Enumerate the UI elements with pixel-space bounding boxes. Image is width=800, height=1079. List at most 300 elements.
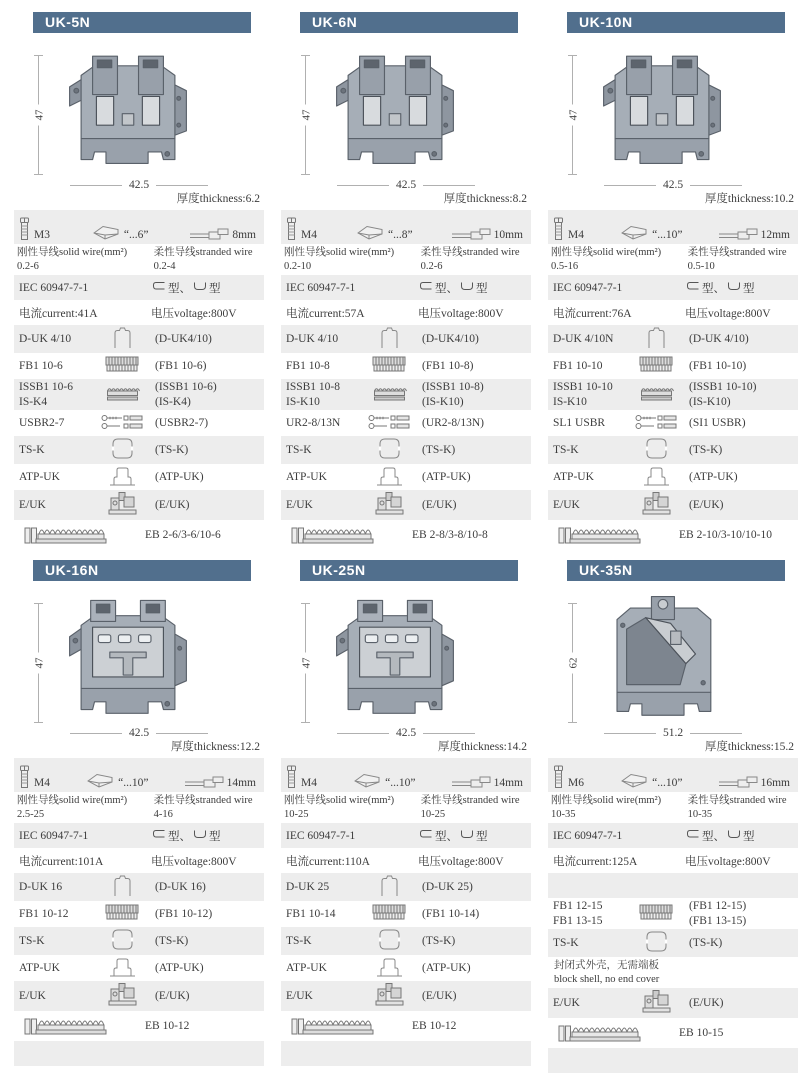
spec-row-iec-standard [548, 823, 798, 848]
accessory-order-code [420, 498, 526, 512]
accessory-part-number [286, 359, 358, 373]
marker-size-label: “...8” [388, 229, 413, 241]
partition-icon [111, 928, 134, 954]
jumper-comb-icon [372, 355, 406, 377]
accessory-part-number [19, 359, 91, 373]
accessory-part-number [553, 332, 625, 346]
accessory-icon-cell [358, 903, 420, 925]
end-bracket-icon [374, 982, 405, 1010]
dim-line [156, 733, 208, 734]
c-lug-icon [151, 829, 167, 842]
accessory-order-code [420, 443, 526, 457]
product-title: UK-6N [300, 12, 518, 33]
dim-tick [568, 55, 577, 56]
spec-row-accessory [14, 901, 264, 927]
iec-standard-label: IEC 60947-7-1 [19, 829, 89, 842]
accessory-order-code [687, 359, 793, 373]
strip-length-label: 8mm [232, 229, 256, 241]
spec-row-accessory [281, 379, 531, 410]
text-line: TS-K [553, 443, 579, 456]
spec-row-marking-strip [281, 1011, 531, 1041]
lug-type-text: 型、 [168, 830, 191, 843]
height-dimension [32, 55, 44, 175]
text-line: E/UK [286, 498, 313, 511]
u-lug-icon [726, 829, 742, 842]
text-line: 封闭式外壳，无需端板 [554, 960, 659, 972]
spec-row-wire-range [281, 792, 531, 823]
accessory-part-number [286, 907, 358, 921]
accessory-order-code [420, 934, 526, 948]
text-line: 0.5-10 [687, 260, 715, 272]
end-cover-icon [379, 874, 400, 900]
accessory-icon-cell [358, 982, 420, 1010]
lug-type-cell [685, 280, 793, 296]
spec-row-accessory [281, 873, 531, 901]
current-label: 电流current:101A [19, 855, 104, 868]
width-dimension [548, 727, 798, 740]
spec-row-marking-strip [548, 1018, 798, 1048]
accessory-icon-cell [358, 956, 420, 980]
spec-row-screw-size [281, 758, 531, 792]
product-figure [281, 39, 531, 179]
accessory-order-code [153, 907, 259, 921]
accessory-part-number [19, 380, 91, 409]
dim-line [604, 733, 656, 734]
spec-row-accessory [281, 410, 531, 436]
spec-row-accessory [281, 436, 531, 464]
accessory-part-number [19, 934, 91, 948]
text-line: 0.2-10 [284, 260, 312, 272]
text-line: TS-K [286, 935, 312, 948]
text-line: UR2-8/13N [286, 416, 341, 429]
dim-tick [301, 174, 310, 175]
strip-length-icon [189, 228, 229, 241]
accessory-part-number [19, 470, 91, 484]
solid-wire-cell [17, 246, 154, 273]
accessory-order-code [420, 416, 526, 430]
spec-row-wire-range [548, 792, 798, 823]
end-cover-icon [646, 326, 667, 352]
product-title: UK-25N [300, 560, 518, 581]
screw-icon [285, 765, 298, 789]
partition-icon [645, 930, 668, 956]
spec-row-empty [548, 873, 798, 898]
iec-standard-label: IEC 60947-7-1 [19, 281, 89, 294]
jumper-comb-icon [639, 355, 673, 377]
text-line: 4-16 [153, 808, 173, 820]
text-line: 0.2-4 [153, 260, 176, 272]
accessory-icon-cell [91, 928, 153, 954]
strip-length-label: 10mm [493, 229, 523, 241]
current-label: 电流current:57A [286, 307, 365, 320]
product-panel-uk-35n [548, 560, 798, 1073]
text-line: (ATP-UK) [155, 470, 204, 483]
text-line: FB1 12-15 [553, 900, 603, 913]
marker-wedge-icon [85, 772, 115, 789]
partition-icon [378, 928, 401, 954]
text-line: (FB1 12-15) [689, 900, 747, 913]
spec-table [548, 758, 798, 1073]
strip-length-group [718, 776, 790, 789]
strip-length-icon [718, 776, 758, 789]
jumper-comb-icon [639, 903, 673, 925]
accessory-order-code [153, 880, 259, 894]
accessory-order-code [687, 380, 793, 409]
dim-line [70, 185, 122, 186]
accessory-icon-cell [286, 1012, 410, 1040]
text-line: (IS-K10) [422, 395, 464, 408]
spec-row-accessory [281, 353, 531, 379]
text-line: EB 2-6/3-6/10-6 [145, 528, 221, 541]
text-line: (ATP-UK) [422, 470, 471, 483]
screw-size-label: M4 [301, 777, 317, 790]
product-figure [14, 39, 264, 179]
screw-size-label: M4 [301, 229, 317, 241]
width-dimension [14, 179, 264, 192]
width-dim-label: 42.5 [128, 179, 150, 191]
spec-row-accessory [548, 410, 798, 436]
height-dim-label: 47 [34, 653, 46, 674]
spec-row-marking-strip [14, 1011, 264, 1041]
screw-size-group [285, 217, 317, 241]
text-line: TS-K [286, 443, 312, 456]
strip-length-icon [451, 776, 491, 789]
dim-tick [34, 603, 43, 604]
text-line: (E/UK) [422, 990, 457, 1003]
text-line: (E/UK) [689, 498, 724, 511]
width-dim-label: 42.5 [395, 727, 417, 740]
step-jumper-icon [639, 385, 674, 405]
dim-tick [568, 603, 577, 604]
accessory-part-number [286, 934, 358, 948]
product-panel-uk-5n [14, 12, 264, 550]
accessory-part-number [286, 880, 358, 894]
accessory-order-code [153, 443, 259, 457]
thickness-label: 厚度thickness:15.2 [704, 741, 794, 754]
accessory-icon-cell [625, 491, 687, 519]
spec-row-wire-range [14, 792, 264, 823]
thickness-label: 厚度thickness:6.2 [176, 193, 260, 205]
accessory-order-code [687, 996, 793, 1010]
text-line: (E/UK) [422, 498, 457, 511]
strip-length-label: 12mm [760, 229, 790, 241]
height-dimension [566, 603, 578, 723]
accessory-icon-cell [625, 414, 687, 433]
accessory-part-number [286, 961, 358, 975]
text-line: IS-K10 [553, 395, 587, 408]
text-line: EB 2-8/3-8/10-8 [412, 528, 488, 541]
accessory-icon-cell [358, 491, 420, 519]
accessory-order-code [153, 498, 259, 512]
spec-row-wire-range [14, 244, 264, 275]
marker-wedge-icon [355, 224, 385, 241]
text-line: (D-UK4/10) [422, 333, 479, 346]
product-title: UK-10N [567, 12, 785, 33]
accessory-part-number [19, 332, 91, 346]
spec-table [281, 210, 531, 550]
spec-row-accessory [14, 873, 264, 901]
solid-wire-cell [17, 794, 154, 821]
text-line: 10-35 [551, 808, 576, 820]
accessory-icon-cell [358, 928, 420, 954]
stranded-wire-cell [688, 794, 795, 821]
screw-size-group [18, 217, 50, 241]
text-line: (TS-K) [689, 443, 723, 456]
accessory-icon-cell [19, 1012, 143, 1040]
spec-row-accessory [14, 379, 264, 410]
strip-length-group [189, 228, 256, 241]
screw-size-label: M3 [34, 229, 50, 241]
voltage-label: 电压voltage:800V [151, 307, 237, 320]
spec-row-accessory [14, 464, 264, 490]
dim-line [423, 185, 475, 186]
text-line: (ISSB1 10-6) [155, 381, 217, 394]
lug-type-text: 型、 [435, 282, 458, 295]
text-line: (ATP-UK) [689, 470, 738, 483]
text-line: (ATP-UK) [155, 962, 204, 975]
accessory-icon-cell [625, 355, 687, 377]
accessory-part-number [286, 416, 358, 430]
text-line: block shell, no end cover [554, 973, 660, 985]
terminal-block-image [54, 587, 202, 726]
text-line: (ISSB1 10-10) [689, 381, 757, 394]
text-line: (E/UK) [155, 498, 190, 511]
product-figure [548, 39, 798, 179]
dim-tick [301, 603, 310, 604]
accessory-icon-cell [358, 414, 420, 433]
text-line: (FB1 10-8) [422, 360, 474, 373]
text-line: E/UK [553, 997, 580, 1010]
strip-length-group [184, 776, 256, 789]
accessory-order-code [153, 961, 259, 975]
screw-size-group [285, 765, 317, 789]
marker-size-label: “...10” [652, 777, 683, 790]
product-panel-uk-16n [14, 560, 264, 1073]
text-line: EB 2-10/3-10/10-10 [679, 528, 772, 541]
step-jumper-icon [105, 385, 140, 405]
jumper-comb-icon [372, 903, 406, 925]
partition-icon [645, 437, 668, 463]
text-line: D-UK 4/10 [286, 333, 339, 346]
spec-row-accessory [14, 490, 264, 520]
spec-row-accessory [14, 981, 264, 1011]
spec-row-empty [548, 1048, 798, 1073]
text-line: ATP-UK [19, 962, 60, 975]
spec-row-accessory [281, 981, 531, 1011]
spec-table [548, 210, 798, 550]
width-dim-label: 42.5 [128, 727, 150, 740]
text-line: (D-UK 16) [155, 881, 206, 894]
accessory-part-number [286, 470, 358, 484]
spec-row-empty [14, 1041, 264, 1066]
accessory-icon-cell [286, 521, 410, 549]
accessory-part-number [19, 880, 91, 894]
marker-size-group [355, 224, 413, 241]
text-line: 柔性导线stranded wire [687, 247, 787, 258]
accessory-part-number [19, 498, 91, 512]
width-dimension [281, 727, 531, 740]
accessory-icon-cell [91, 982, 153, 1010]
text-line: 柔性导线stranded wire [153, 795, 253, 807]
spec-row-iec-standard [14, 275, 264, 300]
text-line: (D-UK4/10) [155, 333, 212, 346]
accessory-icon-cell [91, 414, 153, 433]
product-panel-uk-25n [281, 560, 531, 1073]
accessory-order-code [420, 380, 526, 409]
dim-line [156, 185, 208, 186]
marker-wedge-icon [619, 772, 649, 789]
accessory-order-code [687, 470, 793, 484]
text-line: E/UK [286, 990, 313, 1003]
voltage-label: 电压voltage:800V [151, 855, 237, 868]
voltage-label: 电压voltage:800V [685, 855, 771, 868]
screw-size-group [552, 217, 584, 241]
screw-icon [552, 217, 565, 241]
spec-row-accessory [281, 901, 531, 927]
thickness-label: 厚度thickness:8.2 [443, 193, 527, 205]
text-line: E/UK [19, 990, 46, 1003]
text-line: (D-UK 25) [422, 881, 473, 894]
thickness-label: 厚度thickness:14.2 [437, 741, 527, 754]
spec-row-iec-standard [281, 275, 531, 300]
text-line: 刚性导线solid wire(mm²) [17, 795, 128, 807]
spec-row-accessory [14, 325, 264, 353]
spec-row-accessory [14, 410, 264, 436]
jumper-comb-icon [105, 355, 139, 377]
screw-size-label: M4 [34, 777, 50, 790]
spec-table [14, 758, 264, 1066]
u-lug-icon [192, 829, 208, 842]
spec-row-rating [14, 300, 264, 325]
text-line: 0.2-6 [17, 260, 39, 272]
accessory-order-code [143, 1019, 259, 1033]
accessory-part-number [286, 498, 358, 512]
accessory-order-code [143, 528, 259, 542]
c-lug-icon [685, 829, 701, 842]
iec-standard-label: IEC 60947-7-1 [286, 829, 356, 842]
text-line: D-UK 4/10N [553, 333, 614, 346]
accessory-icon-cell [625, 437, 687, 463]
accessory-part-number [19, 961, 91, 975]
text-line: 柔性导线stranded wire [420, 795, 520, 807]
dim-line [70, 733, 122, 734]
marking-rail-icon [290, 521, 386, 549]
spec-row-accessory [14, 955, 264, 981]
accessory-order-code [420, 880, 526, 894]
text-line: FB1 10-12 [19, 908, 69, 921]
c-lug-icon [151, 281, 167, 294]
spec-row-screw-size [14, 758, 264, 792]
product-title: UK-35N [567, 560, 785, 581]
text-line: FB1 10-6 [19, 360, 63, 373]
accessory-icon-cell [91, 437, 153, 463]
dim-tick [568, 174, 577, 175]
accessory-order-code [153, 934, 259, 948]
text-line: (IS-K10) [689, 395, 731, 408]
spec-row-rating [548, 300, 798, 325]
end-cover-icon [379, 326, 400, 352]
dim-line [337, 733, 389, 734]
text-line: (SI1 USBR) [689, 416, 746, 429]
c-lug-icon [685, 281, 701, 294]
dim-line [423, 733, 475, 734]
accessory-order-code [687, 936, 793, 950]
text-line: (TS-K) [422, 935, 456, 948]
text-line: (TS-K) [155, 935, 189, 948]
product-figure [548, 587, 798, 727]
accessory-part-number [553, 498, 625, 512]
width-dim-label: 51.2 [662, 727, 684, 740]
text-line: FB1 10-14 [286, 908, 336, 921]
text-line: 0.2-6 [420, 260, 443, 272]
accessory-icon-cell [358, 437, 420, 463]
marking-rail-icon [23, 1012, 119, 1040]
terminal-block-image [321, 39, 469, 178]
spec-row-screw-size [548, 210, 798, 244]
accessory-icon-cell [625, 465, 687, 489]
dim-tick [34, 174, 43, 175]
partition-icon [378, 437, 401, 463]
marking-rail-icon [23, 521, 119, 549]
screw-bridge-icon [635, 414, 677, 433]
accessory-icon-cell [358, 326, 420, 352]
product-figure [281, 587, 531, 727]
dim-tick [34, 722, 43, 723]
accessory-order-code [153, 332, 259, 346]
marker-wedge-icon [352, 772, 382, 789]
end-bracket-icon [107, 982, 138, 1010]
text-line: 刚性导线solid wire(mm²) [551, 795, 662, 807]
text-line: (IS-K4) [155, 395, 191, 408]
end-bracket-icon [641, 989, 672, 1017]
lug-type-text: 型 [743, 282, 755, 295]
text-line: EB 10-12 [145, 1020, 190, 1033]
end-cover-icon [112, 326, 133, 352]
screw-size-group [552, 765, 584, 789]
accessory-icon-cell [19, 521, 143, 549]
text-line: 10-25 [284, 808, 309, 820]
text-line: IS-K10 [286, 395, 320, 408]
text-line: 10-35 [687, 808, 713, 820]
marking-rail-icon [290, 1012, 386, 1040]
lug-type-cell [418, 828, 526, 844]
screw-size-label: M4 [568, 229, 584, 241]
text-line: (FB1 10-10) [689, 360, 747, 373]
accessory-part-number [286, 332, 358, 346]
terminal-block-image [321, 587, 469, 726]
spec-row-rating [281, 848, 531, 873]
accessory-order-code [687, 332, 793, 346]
spec-row-marking-strip [14, 520, 264, 550]
strip-length-icon [184, 776, 224, 789]
strip-length-group [451, 228, 523, 241]
solid-wire-cell [551, 794, 688, 821]
text-line: IS-K4 [19, 395, 48, 408]
spec-table [281, 758, 531, 1066]
product-title: UK-16N [33, 560, 251, 581]
text-line: ATP-UK [286, 962, 327, 975]
spec-row-accessory [14, 927, 264, 955]
spec-row-wire-range [548, 244, 798, 275]
end-partition-icon [376, 465, 403, 489]
lug-type-text: 型 [476, 830, 488, 843]
spec-row-accessory [548, 929, 798, 957]
text-line: D-UK 16 [19, 881, 63, 894]
lug-type-text: 型、 [702, 830, 725, 843]
spec-row-accessory [281, 464, 531, 490]
current-label: 电流current:41A [19, 307, 98, 320]
height-dimension [32, 603, 44, 723]
